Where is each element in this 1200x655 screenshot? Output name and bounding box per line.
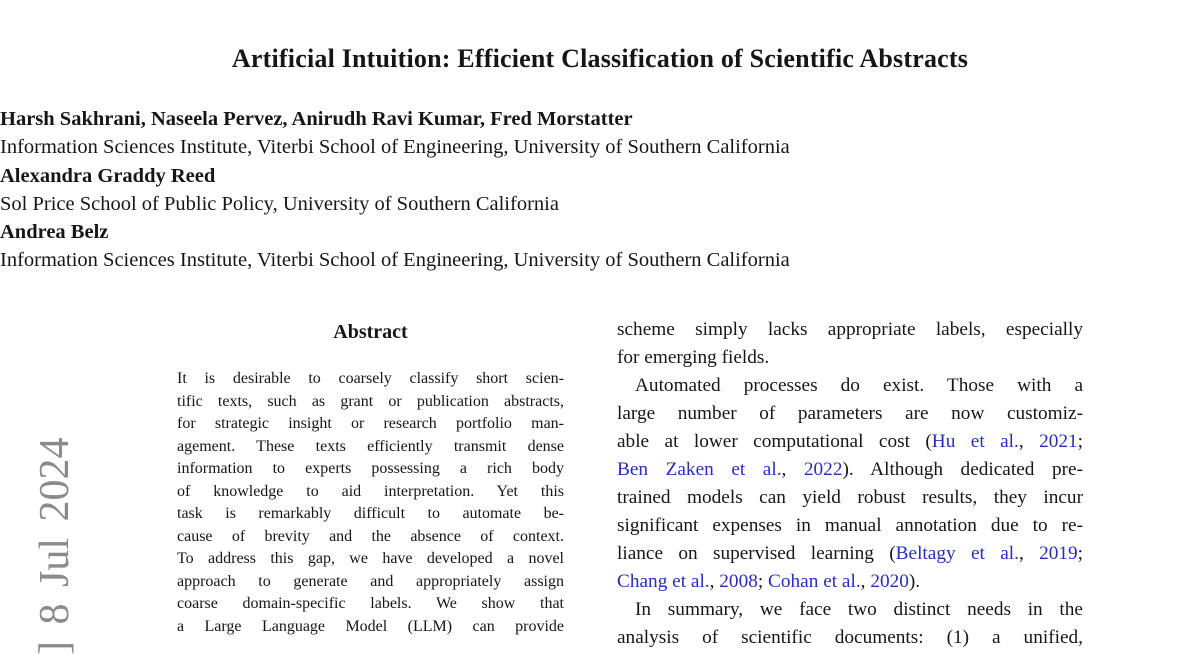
text-line xyxy=(177,436,564,459)
abstract-body xyxy=(177,368,564,638)
text-segment: task is remarkably difficult to automate be- xyxy=(177,505,564,522)
citation-link[interactable]: Cohan et al. xyxy=(768,571,861,592)
citation-link[interactable]: 2022 xyxy=(804,459,843,480)
text-segment: Andrea Belz xyxy=(0,221,108,243)
text-segment: liance on supervised learning ( xyxy=(617,543,896,564)
text-line xyxy=(177,571,564,594)
text-segment: able at lower computational cost ( xyxy=(617,431,932,452)
text-segment: for emerging fields. xyxy=(617,347,769,368)
text-segment: Sol Price School of Public Policy, University of Southern California xyxy=(0,193,559,215)
text-segment: of knowledge to aid interpretation. Yet this xyxy=(177,483,564,500)
text-line xyxy=(617,484,1083,512)
text-segment: , xyxy=(1019,431,1039,452)
right-column xyxy=(617,316,1083,652)
text-line xyxy=(617,372,1083,400)
text-line xyxy=(177,616,564,639)
text-segment: significant expenses in manual annotation due to re- xyxy=(617,515,1083,536)
arxiv-date-watermark: ] 8 Jul 2024 xyxy=(31,438,79,655)
text-line xyxy=(177,413,564,436)
citation-link[interactable]: Chang et al. xyxy=(617,571,710,592)
citation-link[interactable]: 2021 xyxy=(1039,431,1078,452)
text-line xyxy=(617,512,1083,540)
text-line xyxy=(617,568,1083,596)
text-segment: Information Sciences Institute, Viterbi School of Engineering, University of Southern California xyxy=(0,136,790,158)
paper-title: Artificial Intuition: Efficient Classification of Scientific Abstracts xyxy=(0,44,1200,74)
text-line xyxy=(177,503,564,526)
text-segment: , xyxy=(1019,543,1039,564)
text-line xyxy=(0,133,1200,161)
text-segment: tific texts, such as grant or publication abstracts, xyxy=(177,393,564,410)
text-segment: Alexandra Graddy Reed xyxy=(0,165,215,187)
citation-link[interactable]: Ben Zaken et al. xyxy=(617,459,782,480)
text-line xyxy=(617,456,1083,484)
text-segment: cause of brevity and the absence of context. xyxy=(177,528,564,545)
text-segment: agement. These texts efficiently transmit dense xyxy=(177,438,564,455)
text-line xyxy=(617,316,1083,344)
text-segment: ). xyxy=(909,571,920,592)
citation-link[interactable]: Hu et al. xyxy=(932,431,1019,452)
text-line xyxy=(177,481,564,504)
text-line xyxy=(617,400,1083,428)
text-segment: , xyxy=(861,571,871,592)
text-line xyxy=(0,218,1200,246)
text-segment: In summary, we face two distinct needs in the xyxy=(635,599,1083,620)
text-line xyxy=(617,596,1083,624)
text-line xyxy=(0,105,1200,133)
text-segment: approach to generate and appropriately assign xyxy=(177,573,564,590)
text-segment: ). Although dedicated pre- xyxy=(842,459,1083,480)
text-segment: large number of parameters are now customiz- xyxy=(617,403,1083,424)
text-line xyxy=(177,458,564,481)
text-line xyxy=(0,246,1200,274)
abstract-heading: Abstract xyxy=(177,322,564,342)
text-segment: ; xyxy=(1078,543,1083,564)
text-segment: , xyxy=(710,571,720,592)
text-segment: coarse domain-specific labels. We show that xyxy=(177,595,564,612)
left-column xyxy=(177,322,564,638)
text-line xyxy=(177,526,564,549)
citation-link[interactable]: 2020 xyxy=(870,571,909,592)
text-line xyxy=(617,344,1083,372)
text-line xyxy=(177,593,564,616)
citation-link[interactable]: 2019 xyxy=(1039,543,1078,564)
text-line xyxy=(177,368,564,391)
citation-link[interactable]: Beltagy et al. xyxy=(896,543,1019,564)
text-line xyxy=(0,190,1200,218)
text-segment: information to experts possessing a rich body xyxy=(177,460,564,477)
text-line xyxy=(0,162,1200,190)
citation-link[interactable]: 2008 xyxy=(719,571,758,592)
text-segment: ; xyxy=(758,571,768,592)
text-line xyxy=(177,548,564,571)
text-segment: scheme simply lacks appropriate labels, especially xyxy=(617,319,1083,340)
text-segment: analysis of scientific documents: (1) a unified, xyxy=(617,627,1083,648)
text-segment: It is desirable to coarsely classify short scien- xyxy=(177,370,564,387)
text-segment: ; xyxy=(1078,431,1083,452)
text-segment: a Large Language Model (LLM) can provide xyxy=(177,618,564,635)
author-affiliation-block xyxy=(0,105,1200,275)
text-segment: Automated processes do exist. Those with a xyxy=(635,375,1083,396)
text-segment: Harsh Sakhrani, Naseela Pervez, Anirudh Ravi Kumar, Fred Morstatter xyxy=(0,108,633,130)
text-line xyxy=(617,428,1083,456)
text-segment: trained models can yield robust results, they incur xyxy=(617,487,1083,508)
text-segment: Information Sciences Institute, Viterbi School of Engineering, University of Southern California xyxy=(0,249,790,271)
text-line xyxy=(617,540,1083,568)
text-line xyxy=(177,391,564,414)
text-segment: To address this gap, we have developed a novel xyxy=(177,550,564,567)
text-segment: for strategic insight or research portfolio man- xyxy=(177,415,564,432)
text-segment: , xyxy=(782,459,804,480)
